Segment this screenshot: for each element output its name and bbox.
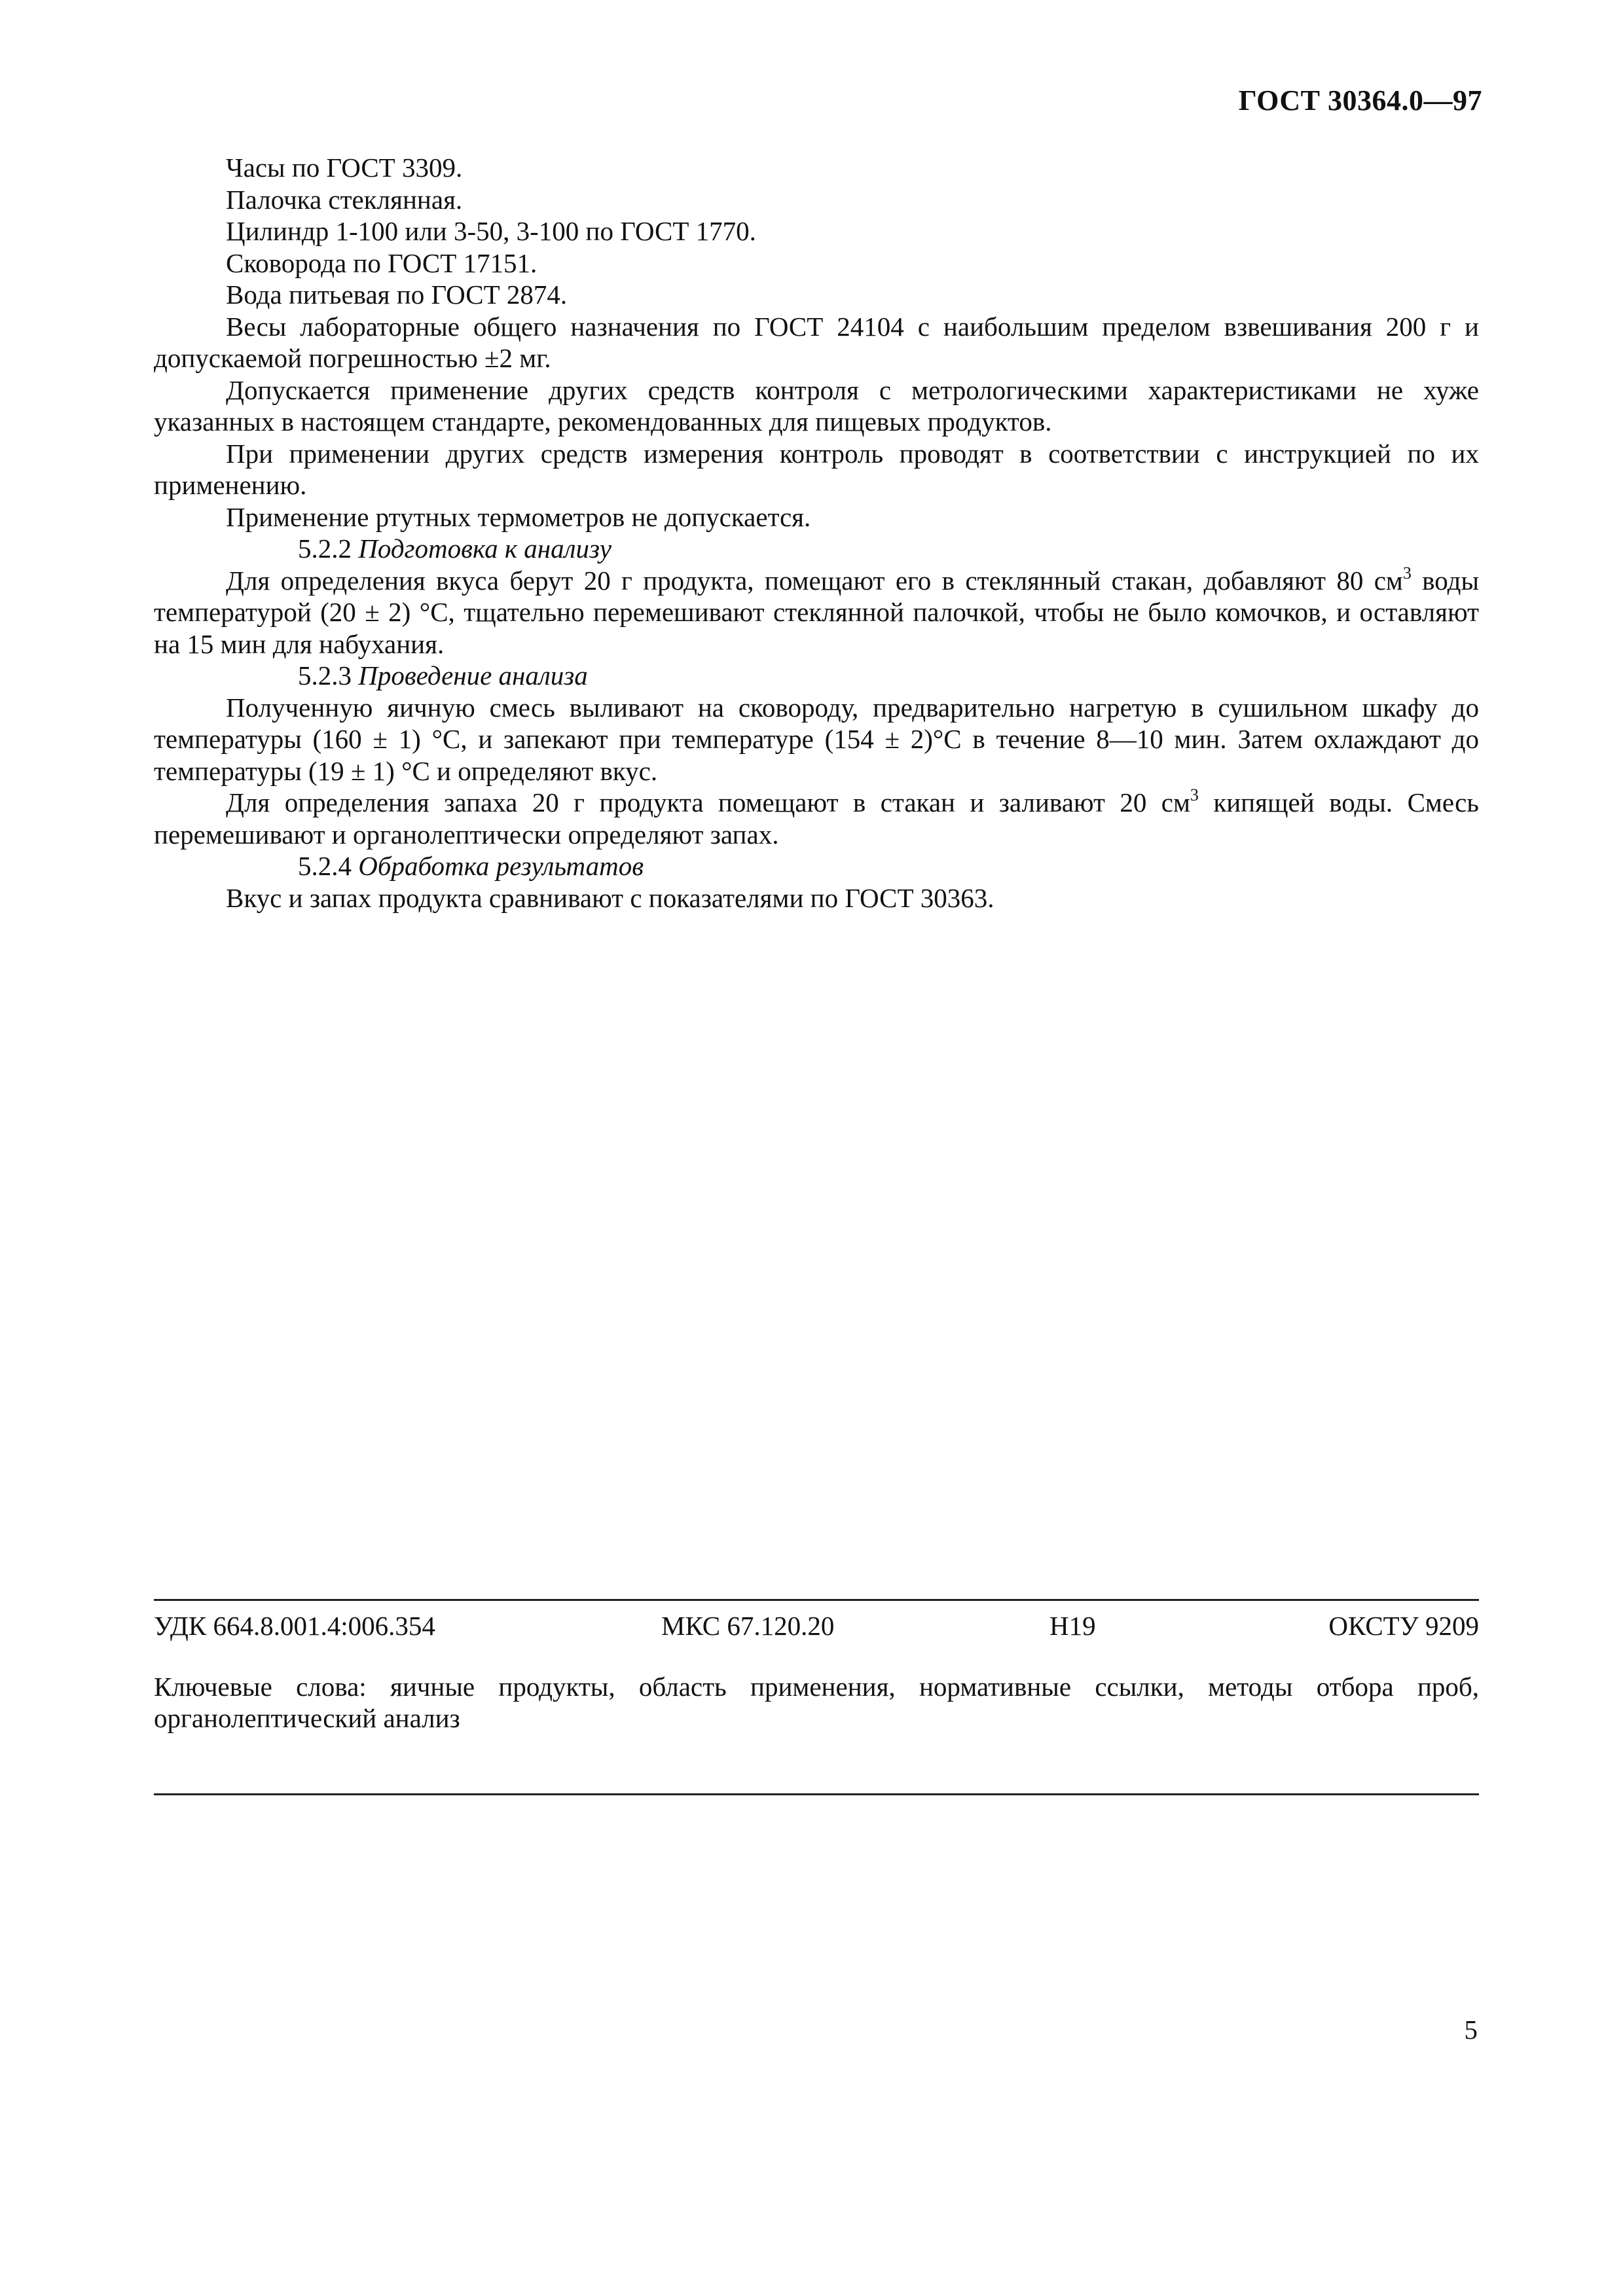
preparation-paragraph	[154, 565, 1479, 660]
allowed-means-paragraph: Допускается применение других средств контроля с метрологическими характеристиками не хуже указанных в настоящем стандарте, рекомендованных для пищевых продуктов.	[154, 374, 1479, 437]
classification-group-code: Н19	[1049, 1611, 1096, 1641]
list-item-water: Вода питьевая по ГОСТ 2874.	[226, 279, 568, 310]
subsection-number: 5.2.3	[298, 660, 352, 691]
classification-row	[154, 1610, 1479, 1641]
results-paragraph: Вкус и запах продукта сравнивают с показателями по ГОСТ 30363.	[226, 882, 994, 913]
list-item-pan: Сковорода по ГОСТ 17151.	[226, 247, 538, 278]
subsection-number: 5.2.4	[298, 851, 352, 881]
smell-paragraph	[154, 787, 1479, 850]
list-item-clock: Часы по ГОСТ 3309.	[226, 152, 463, 183]
superscript-three: 3	[1190, 785, 1199, 805]
top-divider	[154, 1599, 1479, 1601]
subsection-number: 5.2.2	[298, 533, 352, 564]
subsection-title: Проведение анализа	[358, 660, 588, 691]
list-item-cylinder: Цилиндр 1-100 или 3-50, 3-100 по ГОСТ 1770.	[226, 216, 756, 246]
preparation-text-start: Для определения вкуса берут 20 г продукта, помещают его в стеклянный стакан, добавляют 80 см	[226, 565, 1403, 596]
mks-code: МКС 67.120.20	[661, 1611, 835, 1641]
body-text	[154, 152, 1479, 914]
list-item-glass-rod: Палочка стеклянная.	[226, 184, 463, 215]
smell-text-end: кипящей воды. Смесь перемешивают и органолептически определяют запах.	[154, 787, 1479, 850]
udk-code: УДК 664.8.001.4:006.354	[154, 1611, 435, 1641]
subsection-heading-5-2-2	[154, 533, 1479, 565]
subsection-heading-5-2-3	[154, 660, 1479, 692]
document-code-header: ГОСТ 30364.0—97	[1238, 84, 1482, 117]
mercury-thermometers-paragraph: Применение ртутных термометров не допускается.	[226, 501, 811, 532]
conduct-paragraph: Полученную яичную смесь выливают на сковороду, предварительно нагретую в сушильном шкафу до температуры (160 ± 1) °С, и запекают при температуре (154 ± 2)°С в течение 8—10 мин. Затем охлаждают до температуры (19 ± 1) °С и определяют вкус.	[154, 692, 1479, 786]
preparation-text-end: воды температурой (20 ± 2) °С, тщательно перемешивают стеклянной палочкой, чтобы не было комочков, и оставляют на 15 мин для набухания.	[154, 565, 1479, 659]
subsection-title: Подготовка к анализу	[358, 533, 611, 564]
keywords: Ключевые слова: яичные продукты, область применения, нормативные ссылки, методы отбора проб, органолептический анализ	[154, 1672, 1479, 1733]
subsection-heading-5-2-4	[154, 850, 1479, 882]
smell-text-start: Для определения запаха 20 г продукта помещают в стакан и заливают 20 см	[226, 787, 1190, 817]
okstu-code: ОКСТУ 9209	[1328, 1611, 1479, 1641]
page-number: 5	[1464, 2015, 1478, 2045]
subsection-title: Обработка результатов	[358, 851, 644, 881]
scales-paragraph: Весы лабораторные общего назначения по ГОСТ 24104 с наибольшим пределом взвешивания 200 г и допускаемой погрешностью ±2 мг.	[154, 311, 1479, 373]
bottom-divider	[154, 1793, 1479, 1795]
superscript-three: 3	[1402, 563, 1412, 583]
other-means-paragraph: При применении других средств измерения контроль проводят в соответствии с инструкцией по их применению.	[154, 438, 1479, 500]
